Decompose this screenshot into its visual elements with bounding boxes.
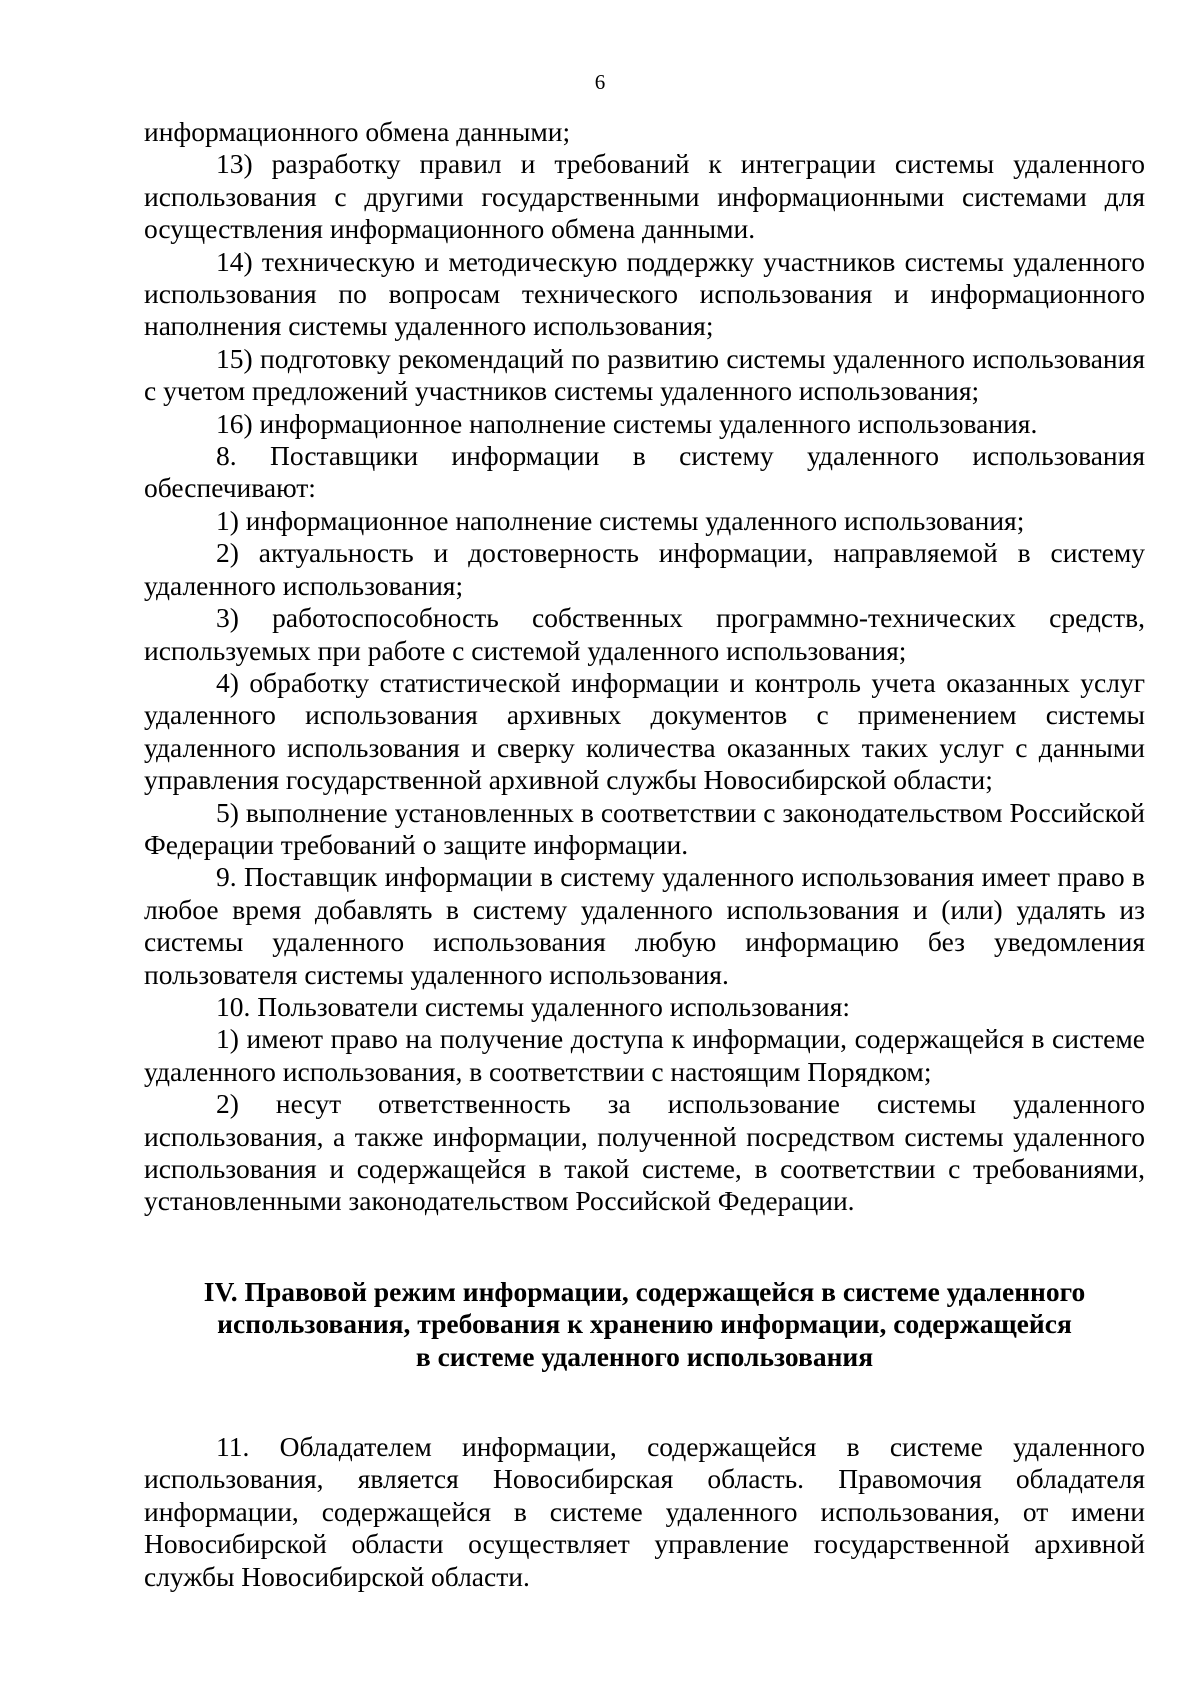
page-number: 6 [594,70,606,94]
paragraph: 15) подготовку рекомендаций по развитию системы удаленного использования с учетом предложений участников системы удаленного использования; [144,342,1145,407]
section-heading-line-2: использования, требования к хранению информации, содержащейся [217,1308,1072,1340]
paragraph: 4) обработку статистической информации и контроль учета оказанных услуг удаленного использования архивных документов с применением системы удаленного использования и сверку количества оказанных таких услуг с данными управления государственной архивной службы Новосибирской области; [144,666,1145,796]
paragraph: 10. Пользователи системы удаленного использования: [216,990,851,1022]
paragraph: 8. Поставщики информации в систему удаленного использования обеспечивают: [144,440,1145,504]
paragraph: 11. Обладателем информации, содержащейся в системе удаленного использования, является Новосибирская область. Правомочия обладателя информации, содержащейся в системе удаленного использования, от имени Новосибирской области осуществляет управление государственной архивной службы Новосибирской области. [144,1431,1145,1592]
section-heading-line-1: IV. Правовой режим информации, содержащейся в системе удаленного [203,1275,1086,1307]
paragraph: 14) техническую и методическую поддержку участников системы удаленного использования по вопросам технического использования и информационного наполнения системы удаленного использования; [144,245,1145,342]
paragraph: 13) разработку правил и требований к интеграции системы удаленного использования с другими государственными информационными системами для осуществления информационного обмена данными. [144,148,1145,245]
document-body [144,116,1145,1593]
paragraphs-before-heading [144,116,1145,1218]
section-heading-line-3: в системе удаленного использования [415,1340,874,1372]
paragraph: 1) информационное наполнение системы удаленного использования; [216,504,1025,536]
paragraph: информационного обмена данными; [144,116,571,147]
paragraphs-after-heading [144,1431,1145,1593]
paragraph: 16) информационное наполнение системы удаленного использования. [216,407,1038,439]
section-heading [144,1218,1145,1431]
paragraph: 2) несут ответственность за использование системы удаленного использования, а также информации, полученной посредством системы удаленного использования и содержащейся в такой системе, в соответствии с требованиями, установленными законодательством Российской Федерации. [144,1088,1145,1217]
paragraph: 2) актуальность и достоверность информации, направляемой в систему удаленного использования; [144,537,1145,601]
paragraph: 3) работоспособность собственных программно-технических средств, используемых при работе с системой удаленного использования; [144,602,1145,666]
paragraph: 1) имеют право на получение доступа к информации, содержащейся в системе удаленного использования, в соответствии с настоящим Порядком; [144,1023,1145,1087]
paragraph: 5) выполнение установленных в соответствии с законодательством Российской Федерации требований о защите информации. [144,796,1145,860]
paragraph: 9. Поставщик информации в систему удаленного использования имеет право в любое время добавлять в систему удаленного использования и (или) удалять из системы удаленного использования любую информацию без уведомления пользователя системы удаленного использования. [144,861,1145,990]
